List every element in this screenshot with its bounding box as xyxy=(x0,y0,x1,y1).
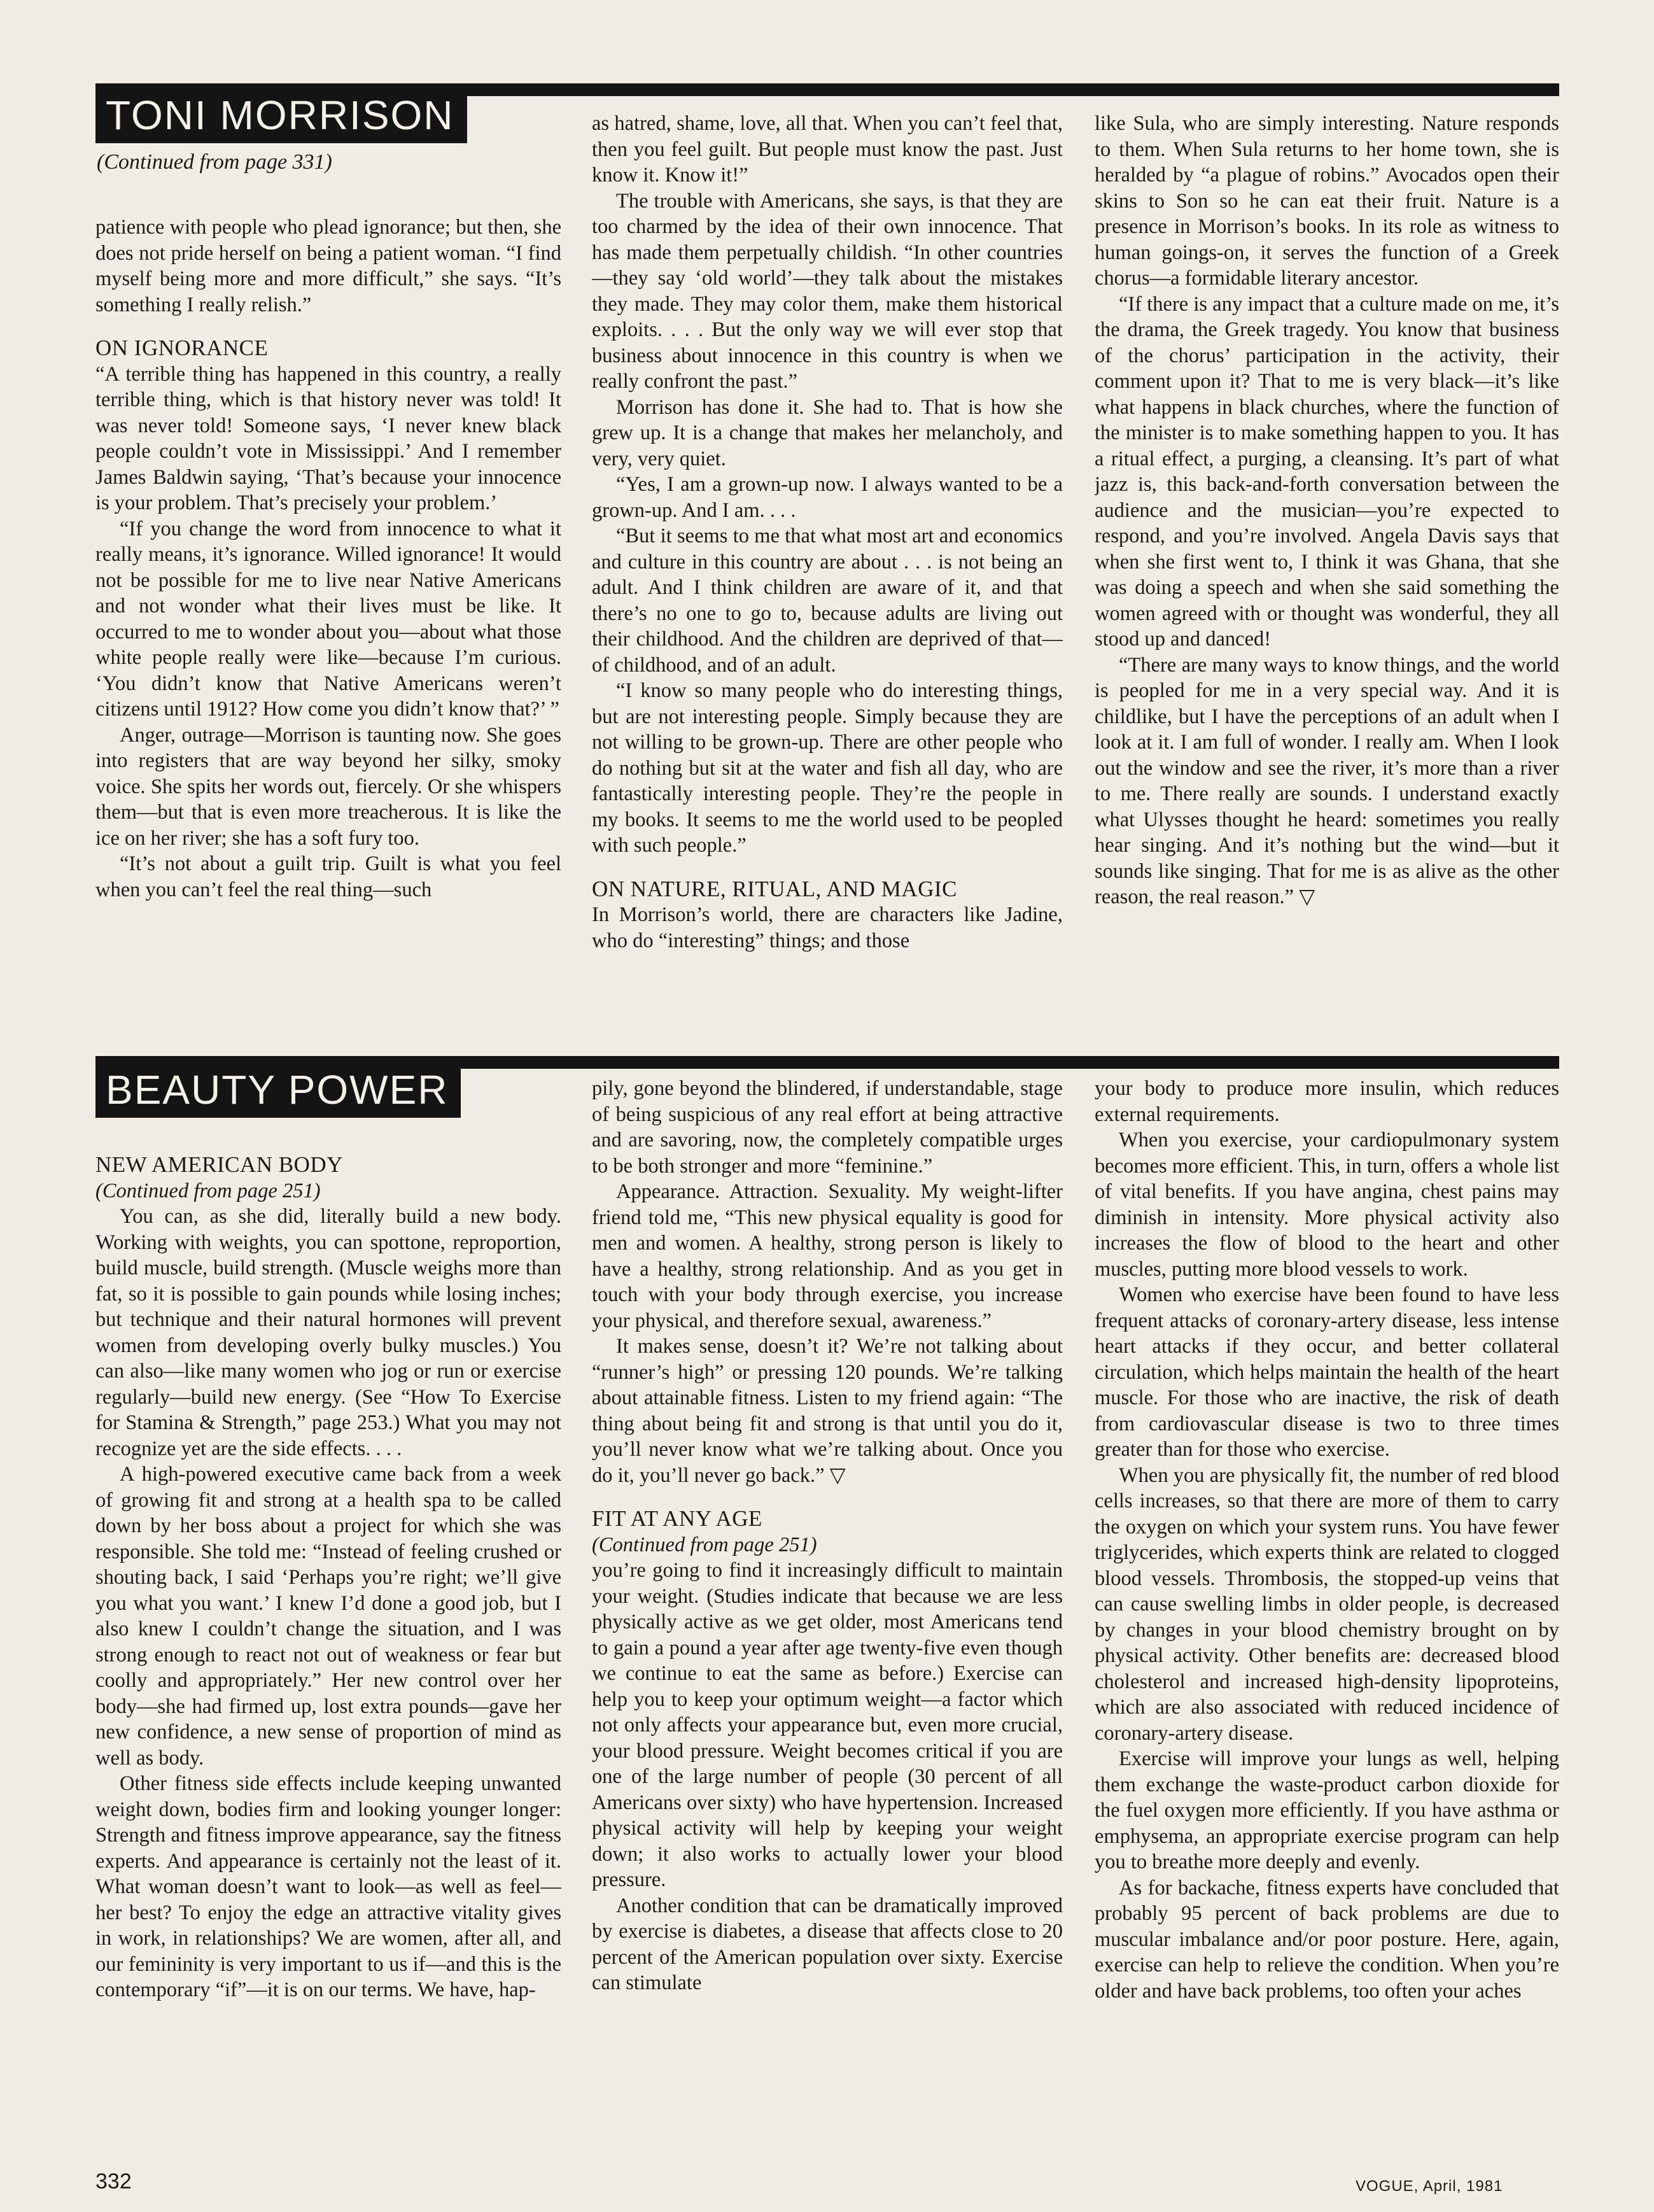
paragraph: “There are many ways to know things, and the world is peopled for me in a very special way. And it is childlike, but I have the perceptions of an adult when I look at it. I am full of wonder. I really am. When I look out the window and see the river, it’s more than a river to me. There really are sounds. I understand exactly what Ulysses thought he heard: sometimes you really hear singing. And it’s nothing but the wind—but it sounds like singing. That for me is as alive as the other reason, the real reason.” ▽ xyxy=(1095,653,1559,908)
beauty-column-1 xyxy=(95,1152,561,2164)
paragraph: Another condition that can be dramatically improved by exercise is diabetes, a disease that affects close to 20 percent of the American population over sixty. Exercise can stimulate xyxy=(592,1894,1063,1994)
section-heading: NEW AMERICAN BODY xyxy=(95,1152,343,1177)
paragraph: “A terrible thing has happened in this country, a really terrible thing, which is that history never was told! It was never told! Someone says, ‘I never knew black people couldn’t vote in Mississippi.’ And I remember James Baldwin saying, ‘That’s because your innocence is your problem. That’s precisely your problem.’ xyxy=(95,362,561,514)
paragraph: As for backache, fitness experts have concluded that probably 95 percent of back problems are due to muscular imbalance and/or poor posture. Here, again, exercise can help to relieve the condition. When you’re older and have back problems, too often your aches xyxy=(1095,1876,1559,2003)
paragraph: In Morrison’s world, there are characters like Jadine, who do “interesting” things; and those xyxy=(592,903,1063,952)
magazine-credit: VOGUE, April, 1981 xyxy=(1356,2178,1503,2195)
continued-note: (Continued from page 331) xyxy=(97,150,332,174)
paragraph: “If you change the word from innocence to what it really means, it’s ignorance. Willed ignorance! It would not be possible for me to live near Native Americans and not wonder what their lives must be like. It occurred to me to wonder about you—about what those white people really were like—because I’m curious. ‘You didn’t know that Native Americans weren’t citizens until 1912? How come you didn’t know that?’ ” xyxy=(95,517,561,721)
paragraph: as hatred, shame, love, all that. When you can’t feel that, then you feel guilt. But people must know the past. Just know it. Know it!” xyxy=(592,112,1063,187)
paragraph: You can, as she did, literally build a new body. Working with weights, you can spottone, reproportion, build muscle, build strength. (Muscle weighs more than fat, so it is possible to gain pounds while losing inches; but technique and their natural hormones will prevent women from developing overly bulky muscles.) You can also—like many women who jog or run or exercise regularly—build new energy. (See “How To Exercise for Stamina & Strength,” page 253.) What you may not recognize yet are the side effects. . . . xyxy=(95,1205,561,1460)
section-heading: FIT AT ANY AGE xyxy=(592,1506,762,1531)
paragraph: “But it seems to me that what most art and economics and culture in this country are about . . . is not being an adult. And I think children are aware of it, and that there’s no one to go to, because adults are living out their childhood. And the children are deprived of that—of childhood, and of an adult. xyxy=(592,525,1063,677)
paragraph: pily, gone beyond the blindered, if understandable, stage of being suspicious of any real effort at being attractive and are savoring, now, the completely compatible urges to be both stronger and more “feminine.” xyxy=(592,1077,1063,1178)
section-heading: ON IGNORANCE xyxy=(95,335,269,360)
beauty-column-2 xyxy=(592,1076,1063,2164)
section-heading: ON NATURE, RITUAL, AND MAGIC xyxy=(592,876,957,901)
article-column-3 xyxy=(1095,111,1559,1058)
beauty-column-3 xyxy=(1095,1076,1559,2164)
article-column-1 xyxy=(95,215,561,1032)
paragraph: Exercise will improve your lungs as well, helping them exchange the waste-product carbon dioxide for the fuel oxygen more efficiently. If you have asthma or emphysema, an appropriate exercise program can help you to breathe more deeply and evenly. xyxy=(1095,1747,1559,1873)
paragraph: “It’s not about a guilt trip. Guilt is what you feel when you can’t feel the real thing—such xyxy=(95,852,561,901)
paragraph: When you are physically fit, the number of red blood cells increases, so that there are more of them to carry the oxygen on which your system runs. You have fewer triglycerides, which experts think are related to clogged blood vessels. Thrombosis, the stopped-up veins that can cause swelling limbs in older people, is decreased by changes in your blood chemistry brought on by physical activity. Other benefits are: decreased blood cholesterol and increased high-density lipoproteins, which are also associated with reduced incidence of coronary-artery disease. xyxy=(1095,1463,1559,1745)
paragraph: “Yes, I am a grown-up now. I always wanted to be a grown-up. And I am. . . . xyxy=(592,473,1063,522)
paragraph: “If there is any impact that a culture made on me, it’s the drama, the Greek tragedy. You know that business of the chorus’ participation in the activity, their comment upon it? That to me is very black—it’s like what happens in black churches, where the function of the minister is to make something happen to you. It has a ritual effect, a purging, a cleansing. It’s part of what jazz is, this back-and-forth conversation between the audience and the musician—you’re expected to respond, and you’re involved. Angela Davis says that when she first went to, I think it was Ghana, that she was doing a speech and when she said something the women agreed with or thought was wonderful, they all stood up and danced! xyxy=(1095,292,1559,651)
paragraph: you’re going to find it increasingly difficult to maintain your weight. (Studies indicate that because we are less physically active as we get older, most Americans tend to gain a pound a year after age twenty-five even though we continue to eat the same as before.) Exercise can help you to keep your optimum weight—a factor which not only affects your appearance but, even more crucial, your blood pressure. Weight becomes critical if you are one of the large number of people (30 percent of all Americans over sixty) who have hypertension. Increased physical activity will help by keeping your weight down; it also works to actually lower your blood pressure. xyxy=(592,1559,1063,1891)
article-column-2 xyxy=(592,111,1063,1032)
continued-note: (Continued from page 251) xyxy=(95,1179,321,1202)
paragraph: like Sula, who are simply interesting. Nature responds to them. When Sula returns to her home town, she is heralded by “a plague of robins.” Avocados open their skins to Son so he can eat their fruit. Nature is a presence in Morrison’s books. In its role as witness to human goings-on, it serves the function of a Greek chorus—a formidable literary ancestor. xyxy=(1095,112,1559,290)
paragraph: Appearance. Attraction. Sexuality. My weight-lifter friend told me, “This new physical equality is good for men and women. A healthy, strong person is likely to have a healthy, strong relationship. And as you get in touch with your body through exercise, you increase your physical, and therefore sexual, awareness.” xyxy=(592,1180,1063,1332)
paragraph: A high-powered executive came back from a week of growing fit and strong at a health spa to be called down by her boss about a project for which she was responsible. She told me: “Instead of feeling crushed or shouting back, I said ‘Perhaps you’re right; we’ll give you what you want.’ I knew I’d done a good job, but I also knew I couldn’t change the situation, and I was strong enough to react not out of weakness or fear but coolly and appropriately.” Her new control over her body—she had firmed up, lost extra pounds—gave her new confidence, a new sense of proportion of mind as well as body. xyxy=(95,1463,561,1770)
paragraph: When you exercise, your cardiopulmonary system becomes more efficient. This, in turn, offers a whole list of vital benefits. If you have angina, chest pains may diminish in intensity. More physical activity also increases the flow of blood to the heart and other muscles, putting more blood vessels to work. xyxy=(1095,1129,1559,1281)
page-number: 332 xyxy=(95,2169,132,2194)
paragraph: Women who exercise have been found to have less frequent attacks of coronary-artery disease, less intense heart attacks if they occur, and better collateral circulation, which helps maintain the health of the heart muscle. For those who are inactive, the risk of death from cardiovascular disease is two to three times greater than for those who exercise. xyxy=(1095,1283,1559,1461)
paragraph: patience with people who plead ignorance; but then, she does not pride herself on being a patient woman. “I find myself being more and more difficult,” she says. “It’s something I really relish.” xyxy=(95,216,561,316)
paragraph: It makes sense, doesn’t it? We’re not talking about “runner’s high” or pressing 120 pounds. We’re talking about attainable fitness. Listen to my friend again: “The thing about being fit and strong is that until you do it, you’ll never know what we’re talking about. Once you do it, you’ll never go back.” ▽ xyxy=(592,1335,1063,1487)
section-title-beauty-power: BEAUTY POWER xyxy=(95,1062,461,1118)
paragraph: “I know so many people who do interesting things, but are not interesting people. Simply because they are not willing to be grown-up. There are other people who do nothing but sit at the water and fish all day, who are fantastically interesting people. They’re the people in my books. It seems to me the world used to be peopled with such people.” xyxy=(592,679,1063,857)
paragraph: Morrison has done it. She had to. That is how she grew up. It is a change that makes her melancholy, and very, very quiet. xyxy=(592,395,1063,470)
paragraph: The trouble with Americans, she says, is that they are too charmed by the idea of their own innocence. That has made them perpetually childish. “In other countries—they say ‘old world’—they talk about the mistakes they made. They may color them, make them historical exploits. . . . But the only way we will ever stop that business about innocence in this country is when we really confront the past.” xyxy=(592,189,1063,393)
continued-note: (Continued from page 251) xyxy=(592,1533,817,1556)
paragraph: Other fitness side effects include keeping unwanted weight down, bodies firm and looking younger longer: Strength and fitness improve appearance, say the fitness experts. And appearance is certainly not the least of it. What woman doesn’t want to look—as well as feel—her best? To enjoy the edge an attractive vitality gives in work, in relationships? We are women, after all, and our femininity is very important to us if—and this is the contemporary “if”—it is on our terms. We have, hap- xyxy=(95,1772,561,2001)
section-title-toni-morrison: TONI MORRISON xyxy=(95,87,467,143)
paragraph: Anger, outrage—Morrison is taunting now. She goes into registers that are way beyond her silky, smoky voice. She spits her words out, fiercely. Or she whispers them—but that is even more treacherous. It is like the ice on her river; she has a soft fury too. xyxy=(95,723,561,850)
paragraph: your body to produce more insulin, which reduces external requirements. xyxy=(1095,1077,1559,1126)
